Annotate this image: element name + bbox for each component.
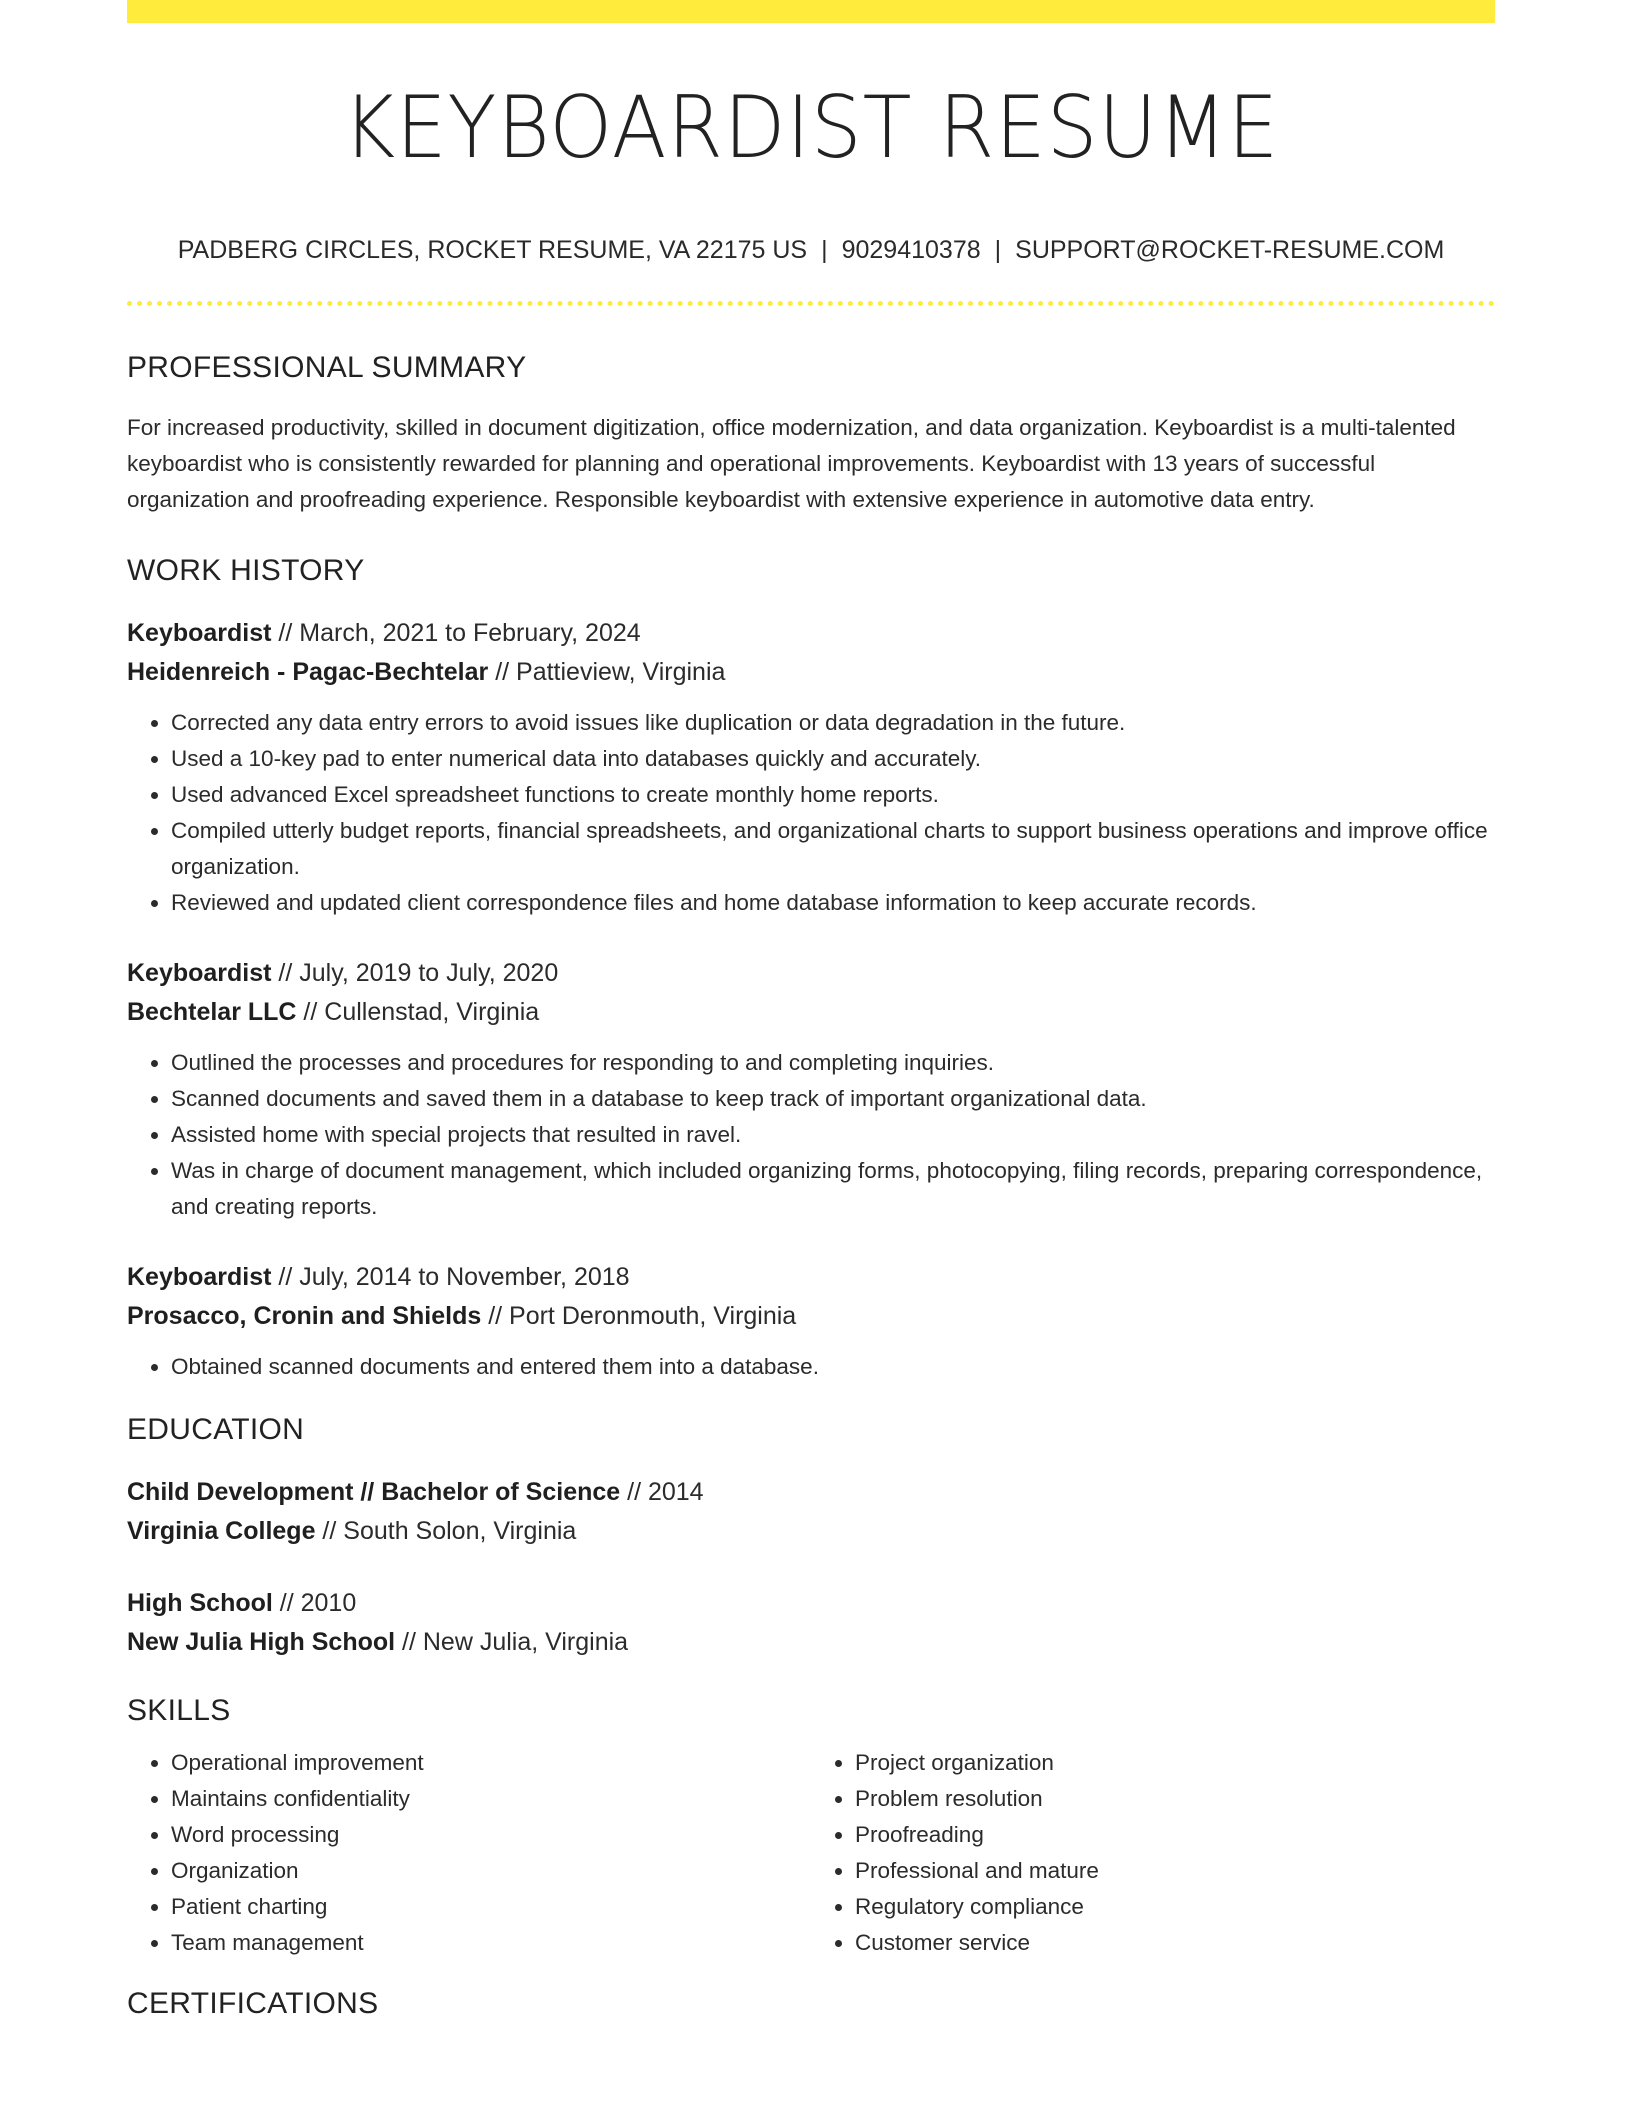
skill-item: • Patient charting: [171, 1889, 811, 1925]
job-bullet: • Outlined the processes and procedures for responding to and completing inquiries.: [171, 1045, 1495, 1081]
contact-phone: 9029410378: [841, 236, 981, 264]
job-location: // Port Deronmouth, Virginia: [481, 1302, 797, 1330]
education-heading: EDUCATION: [127, 1413, 305, 1446]
job-dates: // July, 2014 to November, 2018: [271, 1263, 630, 1291]
job-location: // Cullenstad, Virginia: [296, 998, 540, 1026]
job-company: Heidenreich - Pagac-Bechtelar: [127, 658, 489, 686]
skills-heading: SKILLS: [127, 1694, 231, 1727]
job-title-line: [127, 954, 1495, 993]
education-degree: High School: [127, 1589, 273, 1617]
education-school-line: [127, 1512, 1495, 1551]
resume-page: [127, 0, 1495, 2019]
skill-item: • Project organization: [855, 1745, 1495, 1781]
skill-item: • Maintains confidentiality: [171, 1781, 811, 1817]
job-bullet: • Compiled utterly budget reports, financial spreadsheets, and organizational charts to support business operations and improve office organization.: [171, 813, 1495, 885]
job-entry: [127, 1258, 1495, 1385]
work-history-heading: WORK HISTORY: [127, 554, 365, 587]
education-entry: [127, 1584, 1495, 1662]
job-location: // Pattieview, Virginia: [488, 658, 726, 686]
job-bullet: • Used a 10-key pad to enter numerical data into databases quickly and accurately.: [171, 741, 1495, 777]
contact-line: [127, 238, 1495, 263]
skill-item: • Operational improvement: [171, 1745, 811, 1781]
skill-item: • Problem resolution: [855, 1781, 1495, 1817]
job-entry: [127, 614, 1495, 921]
contact-address: PADBERG CIRCLES, ROCKET RESUME, VA 22175 US: [177, 236, 808, 264]
skill-item: • Organization: [171, 1853, 811, 1889]
education-school-line: [127, 1623, 1495, 1662]
skills-column-left: [127, 1745, 811, 1961]
skill-item: • Team management: [171, 1925, 811, 1961]
skill-item: • Proofreading: [855, 1817, 1495, 1853]
education-degree-line: [127, 1473, 1495, 1512]
job-company-line: [127, 1297, 1495, 1336]
summary-heading: PROFESSIONAL SUMMARY: [127, 351, 527, 384]
job-company-line: [127, 653, 1495, 692]
job-bullet: • Used advanced Excel spreadsheet functions to create monthly home reports.: [171, 777, 1495, 813]
job-company: Bechtelar LLC: [127, 998, 297, 1026]
education-year: // 2014: [620, 1478, 704, 1506]
skill-item: • Customer service: [855, 1925, 1495, 1961]
job-bullet: • Corrected any data entry errors to avoid issues like duplication or data degradation in the future.: [171, 705, 1495, 741]
accent-top-bar: [127, 0, 1495, 23]
job-bullets: [127, 1045, 1495, 1225]
job-company: Prosacco, Cronin and Shields: [127, 1302, 482, 1330]
skill-item: • Word processing: [171, 1817, 811, 1853]
job-dates: // March, 2021 to February, 2024: [271, 619, 641, 647]
education-degree: Child Development // Bachelor of Science: [127, 1478, 621, 1506]
job-title: Keyboardist: [127, 1263, 272, 1291]
job-bullets: [127, 1349, 1495, 1385]
job-title: Keyboardist: [127, 959, 272, 987]
job-dates: // July, 2019 to July, 2020: [271, 959, 559, 987]
education-school: Virginia College: [127, 1517, 316, 1545]
job-title-line: [127, 1258, 1495, 1297]
job-bullet: • Obtained scanned documents and entered them into a database.: [171, 1349, 1495, 1385]
education-location: // South Solon, Virginia: [315, 1517, 577, 1545]
job-title-line: [127, 614, 1495, 653]
education-degree-line: [127, 1584, 1495, 1623]
summary-text: For increased productivity, skilled in document digitization, office modernization, and data organization. Keyboardist is a multi-talented keyboardist who is consistently rewarded for planning and operational improvements. Keyboardist with 13 years of successful organization and proofreading experience. Responsible keyboardist with extensive experience in automotive data entry.: [127, 415, 1456, 512]
job-bullet: • Reviewed and updated client correspondence files and home database information to keep accurate records.: [171, 885, 1495, 921]
dotted-divider: [127, 301, 1495, 306]
job-title: Keyboardist: [127, 619, 272, 647]
skills-list: [127, 1745, 1495, 1961]
contact-email: SUPPORT@ROCKET-RESUME.COM: [1015, 236, 1445, 264]
job-bullet: • Scanned documents and saved them in a database to keep track of important organizational data.: [171, 1081, 1495, 1117]
page-title: KEYBOARDIST RESUME: [342, 78, 1280, 178]
job-company-line: [127, 993, 1495, 1032]
contact-separator: |: [821, 236, 828, 264]
education-year: // 2010: [272, 1589, 357, 1617]
skills-column-right: [811, 1745, 1495, 1961]
education-entry: [127, 1473, 1495, 1551]
contact-separator: |: [994, 236, 1002, 264]
skill-item: • Professional and mature: [855, 1853, 1495, 1889]
certifications-heading: CERTIFICATIONS: [127, 1987, 379, 2020]
job-bullets: [127, 705, 1495, 921]
skill-item: • Regulatory compliance: [855, 1889, 1495, 1925]
education-location: // New Julia, Virginia: [395, 1628, 629, 1656]
job-entry: [127, 954, 1495, 1225]
job-bullet: • Was in charge of document management, which included organizing forms, photocopying, filing records, preparing correspondence, and creating reports.: [171, 1153, 1495, 1225]
job-bullet: • Assisted home with special projects that resulted in ravel.: [171, 1117, 1495, 1153]
education-school: New Julia High School: [127, 1628, 396, 1656]
